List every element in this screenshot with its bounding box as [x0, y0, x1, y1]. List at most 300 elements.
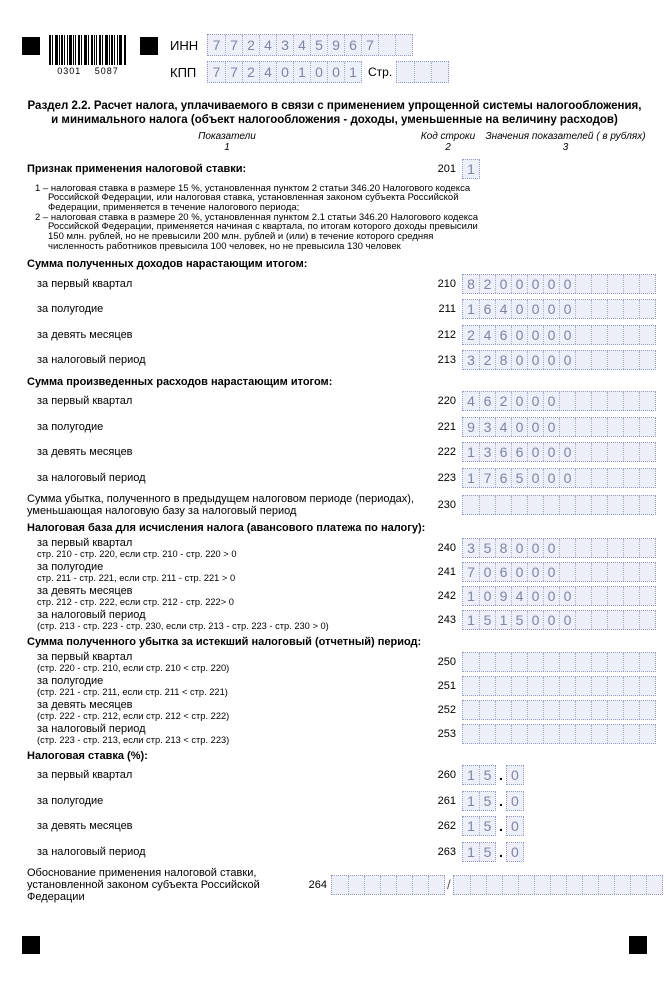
- field-cell[interactable]: [639, 326, 655, 344]
- rate-frac-field-261[interactable]: [506, 791, 524, 811]
- field-cell[interactable]: [575, 677, 591, 695]
- field-cell[interactable]: 5: [479, 843, 495, 861]
- field-cell[interactable]: [607, 275, 623, 293]
- field-cell[interactable]: [591, 275, 607, 293]
- field-cell[interactable]: [495, 496, 511, 514]
- field-cell[interactable]: 5: [479, 817, 495, 835]
- field-cell[interactable]: [591, 351, 607, 369]
- field-cell[interactable]: 0: [511, 418, 527, 436]
- field-cell[interactable]: 0: [527, 275, 543, 293]
- field-cell[interactable]: [623, 539, 639, 557]
- field-cell[interactable]: [591, 392, 607, 410]
- field-cell[interactable]: 0: [527, 351, 543, 369]
- field-cell[interactable]: 0: [527, 418, 543, 436]
- field-cell[interactable]: [380, 876, 396, 894]
- field-cell[interactable]: 1: [293, 62, 310, 82]
- field-cell[interactable]: [623, 443, 639, 461]
- field-cell[interactable]: 1: [467, 469, 475, 486]
- field-cell[interactable]: 4: [511, 587, 527, 605]
- value-field-area: [462, 159, 656, 179]
- field-cell[interactable]: [591, 725, 607, 743]
- field-cell[interactable]: 5: [511, 611, 527, 629]
- field-cell[interactable]: [639, 587, 655, 605]
- field-cell[interactable]: 1: [467, 843, 475, 860]
- field-cell[interactable]: [623, 326, 639, 344]
- value-field-220[interactable]: [462, 391, 656, 411]
- field-cell[interactable]: 6: [344, 35, 361, 55]
- field-cell[interactable]: [591, 539, 607, 557]
- field-cell[interactable]: [607, 496, 623, 514]
- field-cell[interactable]: 6: [479, 392, 495, 410]
- field-cell[interactable]: [543, 725, 559, 743]
- field-cell[interactable]: [623, 677, 639, 695]
- rate-int-field-262[interactable]: [462, 816, 496, 836]
- field-cell[interactable]: [412, 876, 428, 894]
- field-cell[interactable]: 0: [327, 62, 344, 82]
- field-cell[interactable]: [598, 876, 614, 894]
- field-cell[interactable]: [495, 725, 511, 743]
- field-cell[interactable]: [591, 496, 607, 514]
- field-cell[interactable]: 1: [467, 767, 475, 784]
- field-cell[interactable]: [511, 725, 527, 743]
- field-cell[interactable]: 4: [467, 393, 475, 410]
- field-cell[interactable]: [591, 443, 607, 461]
- field-cell[interactable]: [575, 443, 591, 461]
- field-cell[interactable]: 8: [495, 539, 511, 557]
- field-cell[interactable]: 0: [527, 539, 543, 557]
- field-cell[interactable]: 0: [543, 275, 559, 293]
- field-cell[interactable]: [518, 876, 534, 894]
- field-cell[interactable]: [511, 496, 527, 514]
- field-cell[interactable]: [575, 496, 591, 514]
- rate-int-field-261[interactable]: [462, 791, 496, 811]
- field-cell[interactable]: [495, 701, 511, 719]
- field-cell[interactable]: [623, 701, 639, 719]
- field-cell[interactable]: [559, 677, 575, 695]
- field-cell[interactable]: [575, 351, 591, 369]
- field-cell[interactable]: [591, 418, 607, 436]
- field-cell[interactable]: 1: [467, 444, 475, 461]
- value-field-210[interactable]: [462, 274, 656, 294]
- field-cell[interactable]: 6: [495, 563, 511, 581]
- value-field-212[interactable]: [462, 325, 656, 345]
- field-cell[interactable]: [607, 611, 623, 629]
- field-cell[interactable]: 2: [242, 62, 259, 82]
- field-cell[interactable]: [607, 563, 623, 581]
- field-cell[interactable]: 6: [495, 326, 511, 344]
- field-cell[interactable]: [378, 35, 395, 55]
- justification-code-field-right[interactable]: [453, 875, 663, 895]
- field-cell[interactable]: 2: [479, 275, 495, 293]
- value-field-222[interactable]: [462, 442, 656, 462]
- kpp-field[interactable]: [207, 61, 362, 83]
- field-cell[interactable]: 1: [467, 160, 475, 177]
- field-cell[interactable]: 5: [511, 469, 527, 487]
- field-cell[interactable]: [639, 275, 655, 293]
- field-cell[interactable]: [527, 653, 543, 671]
- field-cell[interactable]: [454, 876, 470, 894]
- field-cell[interactable]: [559, 539, 575, 557]
- rate-int-field-260[interactable]: [462, 765, 496, 785]
- field-cell[interactable]: [431, 62, 448, 82]
- rate-frac-field-260[interactable]: [506, 765, 524, 785]
- field-cell[interactable]: [630, 876, 646, 894]
- field-cell[interactable]: 3: [467, 539, 475, 556]
- field-cell[interactable]: [495, 677, 511, 695]
- field-cell[interactable]: 0: [511, 300, 527, 318]
- field-cell[interactable]: [463, 725, 479, 743]
- field-cell[interactable]: [348, 876, 364, 894]
- field-cell[interactable]: [332, 876, 348, 894]
- field-cell[interactable]: 9: [495, 587, 511, 605]
- field-cell[interactable]: [534, 876, 550, 894]
- field-cell[interactable]: 0: [527, 611, 543, 629]
- field-cell[interactable]: 0: [527, 392, 543, 410]
- field-cell[interactable]: [639, 611, 655, 629]
- field-cell[interactable]: 0: [510, 818, 519, 835]
- field-cell[interactable]: [639, 539, 655, 557]
- field-cell[interactable]: 5: [479, 539, 495, 557]
- field-cell[interactable]: 1: [467, 818, 475, 835]
- field-cell[interactable]: 7: [467, 563, 475, 580]
- field-cell[interactable]: 0: [511, 275, 527, 293]
- field-cell[interactable]: 1: [344, 62, 361, 82]
- field-cell[interactable]: 2: [242, 35, 259, 55]
- field-cell[interactable]: [639, 392, 655, 410]
- field-cell[interactable]: 9: [327, 35, 344, 55]
- field-cell[interactable]: [639, 300, 655, 318]
- form-row-260: [27, 765, 656, 786]
- field-cell[interactable]: [639, 469, 655, 487]
- field-cell[interactable]: 3: [276, 35, 293, 55]
- field-cell[interactable]: 6: [495, 469, 511, 487]
- field-cell[interactable]: [639, 677, 655, 695]
- field-cell[interactable]: [639, 701, 655, 719]
- field-cell[interactable]: 3: [479, 418, 495, 436]
- field-cell[interactable]: [559, 653, 575, 671]
- field-cell[interactable]: [607, 653, 623, 671]
- field-cell[interactable]: [646, 876, 662, 894]
- rate-frac-field-262[interactable]: [506, 816, 524, 836]
- field-cell[interactable]: [607, 587, 623, 605]
- value-field-211[interactable]: [462, 299, 656, 319]
- field-cell[interactable]: [623, 275, 639, 293]
- field-cell[interactable]: [479, 496, 495, 514]
- field-cell[interactable]: [591, 469, 607, 487]
- field-cell[interactable]: [623, 725, 639, 743]
- field-cell[interactable]: 6: [479, 300, 495, 318]
- inn-field[interactable]: [207, 34, 413, 56]
- field-cell[interactable]: 7: [212, 64, 221, 80]
- field-cell[interactable]: [623, 611, 639, 629]
- field-cell[interactable]: [582, 876, 598, 894]
- value-field-area: [462, 538, 656, 558]
- field-cell[interactable]: 0: [543, 300, 559, 318]
- field-cell[interactable]: 4: [495, 300, 511, 318]
- field-cell[interactable]: [559, 701, 575, 719]
- field-cell[interactable]: 0: [543, 563, 559, 581]
- field-cell[interactable]: 4: [495, 418, 511, 436]
- field-cell[interactable]: 0: [559, 443, 575, 461]
- field-cell[interactable]: [591, 653, 607, 671]
- field-cell[interactable]: [607, 326, 623, 344]
- field-cell[interactable]: 0: [543, 539, 559, 557]
- rate-frac-field-263[interactable]: [506, 842, 524, 862]
- field-cell[interactable]: 3: [467, 352, 475, 369]
- field-cell[interactable]: [623, 496, 639, 514]
- field-cell[interactable]: [486, 876, 502, 894]
- field-cell[interactable]: [511, 701, 527, 719]
- field-cell[interactable]: [591, 587, 607, 605]
- field-cell[interactable]: [575, 469, 591, 487]
- justification-code-field-left[interactable]: [331, 875, 445, 895]
- field-cell[interactable]: [614, 876, 630, 894]
- field-cell[interactable]: 0: [527, 563, 543, 581]
- field-cell[interactable]: [364, 876, 380, 894]
- field-cell[interactable]: 0: [511, 326, 527, 344]
- field-cell[interactable]: 6: [495, 443, 511, 461]
- field-cell[interactable]: [607, 725, 623, 743]
- field-cell[interactable]: [396, 876, 412, 894]
- field-cell[interactable]: 0: [527, 443, 543, 461]
- field-cell[interactable]: [527, 725, 543, 743]
- field-cell[interactable]: [502, 876, 518, 894]
- value-field-221[interactable]: [462, 417, 656, 437]
- section-heading: Сумма полученных доходов нарастающим итогом:: [27, 258, 308, 271]
- field-cell[interactable]: 0: [543, 351, 559, 369]
- value-field-230[interactable]: [462, 495, 656, 515]
- field-cell[interactable]: [591, 300, 607, 318]
- field-cell[interactable]: [566, 876, 582, 894]
- field-cell[interactable]: [607, 392, 623, 410]
- field-cell[interactable]: 0: [527, 587, 543, 605]
- field-cell[interactable]: [470, 876, 486, 894]
- field-cell[interactable]: [607, 701, 623, 719]
- field-cell[interactable]: 0: [559, 611, 575, 629]
- field-cell[interactable]: [575, 392, 591, 410]
- field-cell[interactable]: 0: [559, 351, 575, 369]
- field-cell[interactable]: [575, 275, 591, 293]
- field-cell[interactable]: 2: [479, 351, 495, 369]
- field-cell[interactable]: [511, 677, 527, 695]
- value-field-242[interactable]: [462, 586, 656, 606]
- field-cell[interactable]: 0: [479, 563, 495, 581]
- field-cell[interactable]: 8: [467, 275, 475, 292]
- field-cell[interactable]: 1: [467, 792, 475, 809]
- value-field-253[interactable]: [462, 724, 656, 744]
- field-cell[interactable]: [463, 653, 479, 671]
- field-cell[interactable]: 0: [510, 792, 519, 809]
- field-cell[interactable]: 0: [543, 326, 559, 344]
- field-cell[interactable]: [607, 300, 623, 318]
- field-cell[interactable]: 0: [559, 275, 575, 293]
- field-cell[interactable]: 0: [543, 418, 559, 436]
- field-cell[interactable]: 0: [559, 469, 575, 487]
- field-cell[interactable]: [623, 563, 639, 581]
- field-cell[interactable]: [607, 418, 623, 436]
- field-cell[interactable]: [575, 725, 591, 743]
- field-cell[interactable]: 0: [543, 611, 559, 629]
- field-cell[interactable]: [639, 351, 655, 369]
- field-cell[interactable]: 0: [510, 767, 519, 784]
- field-cell[interactable]: [397, 62, 414, 82]
- field-cell[interactable]: 0: [543, 587, 559, 605]
- field-cell[interactable]: [639, 443, 655, 461]
- value-field-243[interactable]: [462, 610, 656, 630]
- field-cell[interactable]: 0: [276, 62, 293, 82]
- field-cell[interactable]: [543, 496, 559, 514]
- value-field-213[interactable]: [462, 350, 656, 370]
- field-cell[interactable]: 4: [259, 35, 276, 55]
- field-cell[interactable]: 2: [467, 326, 475, 343]
- field-cell[interactable]: [607, 351, 623, 369]
- value-field-223[interactable]: [462, 468, 656, 488]
- field-cell[interactable]: 5: [479, 792, 495, 810]
- field-cell[interactable]: 0: [479, 587, 495, 605]
- field-cell[interactable]: 5: [310, 35, 327, 55]
- field-cell[interactable]: 0: [559, 300, 575, 318]
- field-cell[interactable]: 9: [467, 418, 475, 435]
- form-rows: [0, 156, 669, 903]
- field-cell[interactable]: [591, 677, 607, 695]
- field-cell[interactable]: [623, 392, 639, 410]
- field-cell[interactable]: [623, 300, 639, 318]
- field-cell[interactable]: 3: [479, 443, 495, 461]
- field-cell[interactable]: 1: [495, 611, 511, 629]
- field-cell[interactable]: [575, 563, 591, 581]
- field-cell[interactable]: [623, 653, 639, 671]
- field-cell[interactable]: [623, 351, 639, 369]
- value-field-241[interactable]: [462, 562, 656, 582]
- field-cell[interactable]: [527, 677, 543, 695]
- field-cell[interactable]: [559, 563, 575, 581]
- field-cell[interactable]: 0: [527, 326, 543, 344]
- field-cell[interactable]: [395, 35, 412, 55]
- field-cell[interactable]: 2: [495, 392, 511, 410]
- field-cell[interactable]: [527, 701, 543, 719]
- value-field-201[interactable]: [462, 159, 480, 179]
- field-cell[interactable]: 7: [225, 35, 242, 55]
- field-cell[interactable]: [463, 701, 479, 719]
- field-cell[interactable]: 4: [479, 326, 495, 344]
- field-cell[interactable]: [607, 677, 623, 695]
- field-cell[interactable]: [575, 418, 591, 436]
- rate-int-field-263[interactable]: [462, 842, 496, 862]
- field-cell[interactable]: [463, 677, 479, 695]
- value-field-240[interactable]: [462, 538, 656, 558]
- field-cell[interactable]: [591, 563, 607, 581]
- field-cell[interactable]: 8: [495, 351, 511, 369]
- field-cell[interactable]: 5: [479, 766, 495, 784]
- field-cell[interactable]: [575, 653, 591, 671]
- field-cell[interactable]: [559, 496, 575, 514]
- field-cell[interactable]: [559, 418, 575, 436]
- field-cell[interactable]: [591, 611, 607, 629]
- field-cell[interactable]: 4: [259, 62, 276, 82]
- field-cell[interactable]: 0: [511, 563, 527, 581]
- field-cell[interactable]: [623, 587, 639, 605]
- field-cell[interactable]: [511, 653, 527, 671]
- value-field-area: [462, 350, 656, 370]
- field-cell[interactable]: 1: [467, 301, 475, 318]
- field-cell[interactable]: [607, 539, 623, 557]
- field-cell[interactable]: [575, 701, 591, 719]
- field-cell[interactable]: [543, 653, 559, 671]
- value-field-250[interactable]: [462, 652, 656, 672]
- field-cell[interactable]: [607, 443, 623, 461]
- value-field-area: [462, 299, 656, 319]
- field-cell[interactable]: 7: [212, 37, 221, 53]
- field-cell[interactable]: 0: [559, 587, 575, 605]
- field-cell[interactable]: [639, 653, 655, 671]
- field-cell[interactable]: 0: [511, 392, 527, 410]
- field-cell[interactable]: 7: [361, 35, 378, 55]
- field-cell[interactable]: 6: [511, 443, 527, 461]
- field-cell[interactable]: [575, 611, 591, 629]
- field-cell[interactable]: [495, 653, 511, 671]
- value-field-252[interactable]: [462, 700, 656, 720]
- field-cell[interactable]: [559, 392, 575, 410]
- field-cell[interactable]: [479, 725, 495, 743]
- field-cell[interactable]: 0: [510, 843, 519, 860]
- field-cell[interactable]: [428, 876, 444, 894]
- field-cell[interactable]: [527, 496, 543, 514]
- field-cell[interactable]: 5: [479, 611, 495, 629]
- field-cell[interactable]: [559, 725, 575, 743]
- line-code: 264: [308, 878, 327, 891]
- field-cell[interactable]: [479, 701, 495, 719]
- field-cell[interactable]: 0: [511, 539, 527, 557]
- field-cell[interactable]: [639, 496, 655, 514]
- field-cell[interactable]: 7: [225, 62, 242, 82]
- field-cell[interactable]: 0: [559, 326, 575, 344]
- field-cell[interactable]: [575, 326, 591, 344]
- field-cell[interactable]: [639, 725, 655, 743]
- field-cell[interactable]: [414, 62, 431, 82]
- field-cell[interactable]: 1: [467, 587, 475, 604]
- value-field-251[interactable]: [462, 676, 656, 696]
- field-cell[interactable]: [639, 418, 655, 436]
- field-cell[interactable]: 0: [310, 62, 327, 82]
- field-cell[interactable]: 4: [293, 35, 310, 55]
- field-cell[interactable]: [623, 418, 639, 436]
- field-cell[interactable]: [591, 326, 607, 344]
- field-cell[interactable]: 0: [511, 351, 527, 369]
- field-cell[interactable]: 1: [467, 611, 475, 628]
- field-cell[interactable]: [479, 677, 495, 695]
- field-cell[interactable]: [575, 587, 591, 605]
- field-cell[interactable]: 0: [495, 275, 511, 293]
- field-cell[interactable]: 0: [527, 300, 543, 318]
- field-cell[interactable]: [575, 539, 591, 557]
- field-cell[interactable]: [543, 701, 559, 719]
- page-number-field[interactable]: [396, 61, 449, 83]
- field-cell[interactable]: 7: [479, 469, 495, 487]
- field-cell[interactable]: [575, 300, 591, 318]
- field-cell[interactable]: [639, 563, 655, 581]
- field-cell[interactable]: 0: [543, 392, 559, 410]
- field-cell[interactable]: [623, 469, 639, 487]
- field-cell[interactable]: [607, 469, 623, 487]
- field-cell[interactable]: [591, 701, 607, 719]
- field-cell[interactable]: [479, 653, 495, 671]
- field-cell[interactable]: [543, 677, 559, 695]
- field-cell[interactable]: 0: [527, 469, 543, 487]
- field-cell[interactable]: [550, 876, 566, 894]
- field-cell[interactable]: 0: [543, 469, 559, 487]
- field-cell[interactable]: 0: [543, 443, 559, 461]
- field-cell[interactable]: [463, 496, 479, 514]
